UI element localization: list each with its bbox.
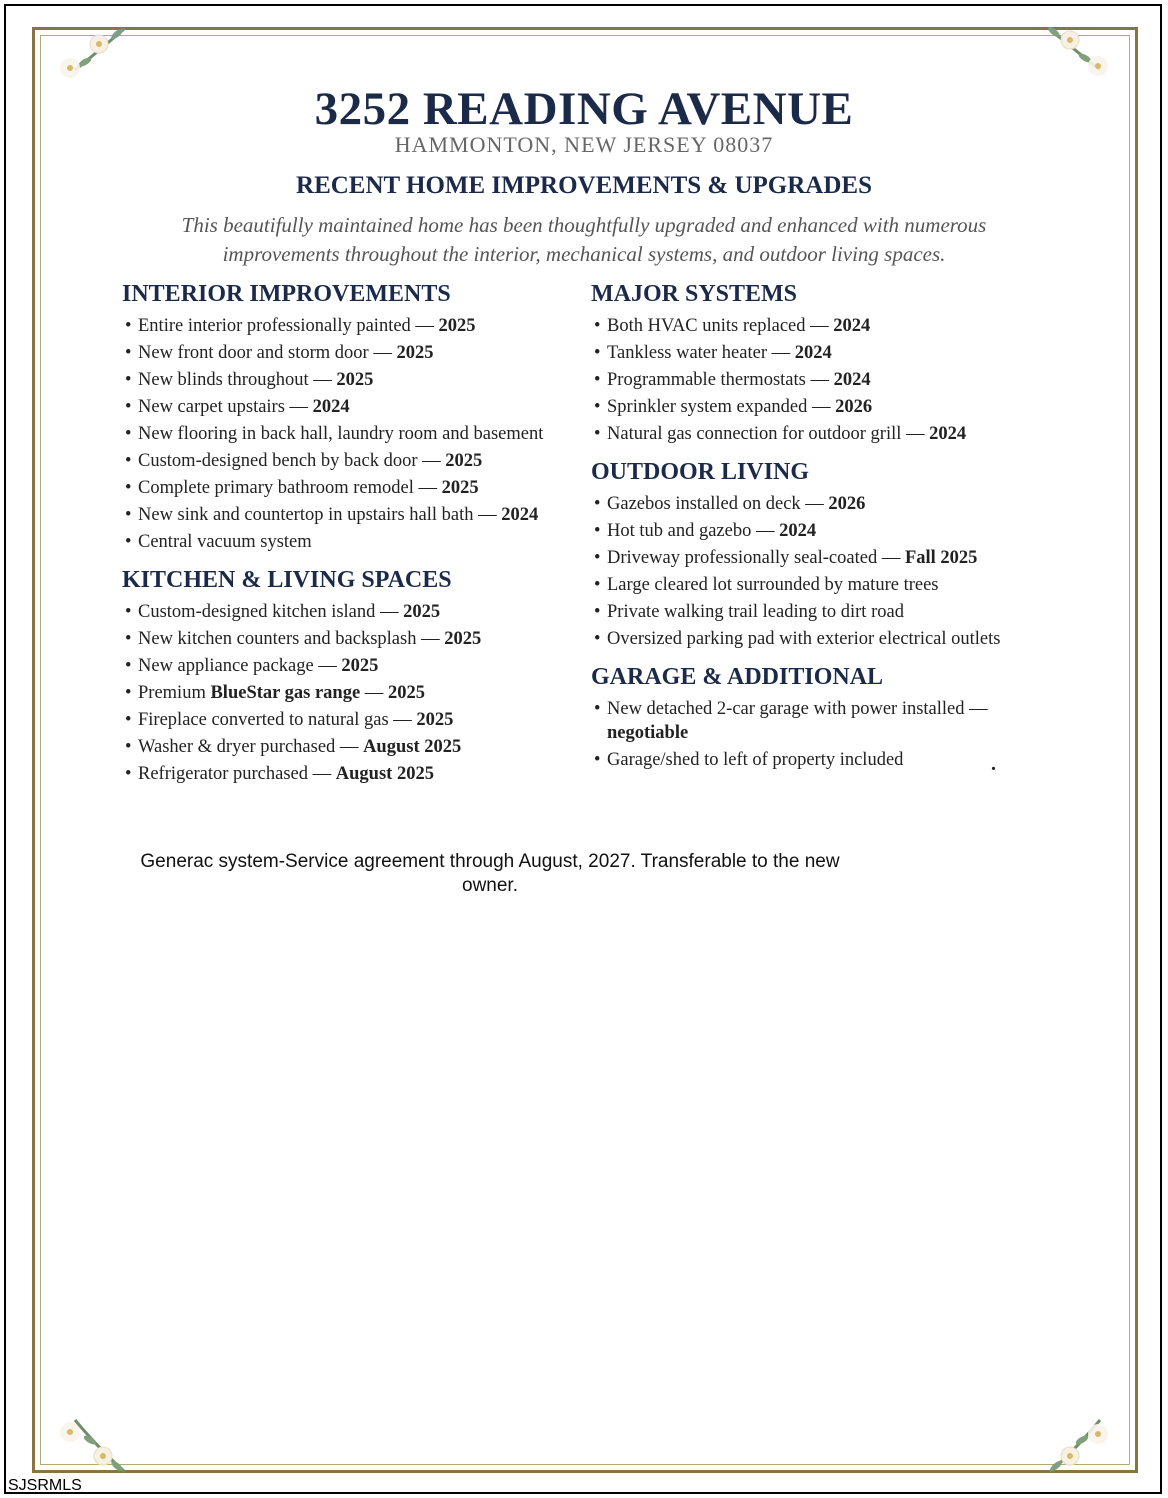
item-date: 2025 bbox=[336, 370, 374, 390]
bullet-icon: • bbox=[125, 656, 132, 676]
item-text: New appliance package — bbox=[138, 656, 342, 676]
bullet-icon: • bbox=[594, 750, 601, 770]
item-date: 2025 bbox=[438, 316, 476, 336]
item-date: 2025 bbox=[396, 343, 434, 363]
outdoor-section bbox=[591, 458, 1051, 651]
list-item bbox=[122, 422, 582, 446]
kitchen-title: KITCHEN & LIVING SPACES bbox=[122, 567, 452, 593]
list-item bbox=[591, 573, 1051, 597]
list-item bbox=[591, 697, 1051, 745]
item-text: New blinds throughout — bbox=[138, 370, 337, 390]
list-item bbox=[591, 748, 1051, 772]
item-text: Refrigerator purchased — bbox=[138, 764, 336, 784]
bullet-icon: • bbox=[125, 602, 132, 622]
item-text: Sprinkler system expanded — bbox=[607, 397, 836, 417]
item-date: 2024 bbox=[312, 397, 350, 417]
item-text: New kitchen counters and backsplash — bbox=[138, 629, 445, 649]
item-date: August 2025 bbox=[363, 737, 462, 757]
item-text: Garage/shed to left of property included bbox=[607, 750, 904, 770]
outdoor-list bbox=[591, 492, 1051, 651]
item-date: 2024 bbox=[833, 316, 871, 336]
item-date: 2024 bbox=[794, 343, 832, 363]
bullet-icon: • bbox=[594, 397, 601, 417]
bullet-icon: • bbox=[125, 737, 132, 757]
bullet-icon: • bbox=[125, 629, 132, 649]
item-text: Washer & dryer purchased — bbox=[138, 737, 364, 757]
list-item bbox=[122, 341, 582, 365]
item-text: Oversized parking pad with exterior electrical outlets bbox=[607, 629, 1001, 649]
item-date: Fall 2025 bbox=[904, 548, 978, 568]
bullet-icon: • bbox=[125, 424, 132, 444]
systems-section bbox=[591, 280, 1051, 446]
stray-dot: . bbox=[991, 753, 996, 775]
list-item bbox=[122, 449, 582, 473]
item-date: 2026 bbox=[828, 494, 866, 514]
list-item bbox=[122, 476, 582, 500]
item-text: Gazebos installed on deck — bbox=[607, 494, 829, 514]
outdoor-title: OUTDOOR LIVING bbox=[591, 459, 810, 485]
flower-ornament-icon bbox=[55, 1410, 135, 1480]
bullet-icon: • bbox=[594, 629, 601, 649]
section-heading: RECENT HOME IMPROVEMENTS & UPGRADES bbox=[296, 172, 872, 199]
item-date: August 2025 bbox=[335, 764, 434, 784]
item-text: Custom-designed bench by back door — bbox=[138, 451, 446, 471]
bullet-icon: • bbox=[125, 505, 132, 525]
item-date: 2026 bbox=[835, 397, 873, 417]
list-item bbox=[122, 395, 582, 419]
item-text: Central vacuum system bbox=[138, 532, 312, 552]
list-item bbox=[591, 519, 1051, 543]
flower-ornament-icon bbox=[1040, 1410, 1120, 1480]
item-date: 2024 bbox=[501, 505, 539, 525]
item-highlight: BlueStar gas range bbox=[210, 683, 361, 703]
bullet-icon: • bbox=[594, 424, 601, 444]
bullet-icon: • bbox=[594, 370, 601, 390]
interior-title: INTERIOR IMPROVEMENTS bbox=[122, 281, 451, 307]
list-item bbox=[122, 503, 582, 527]
intro-paragraph: This beautifully maintained home has been thoughtfully upgraded and enhanced with numerous improvements throughout the interior, mechanical systems, and outdoor living spaces. bbox=[181, 213, 987, 266]
bullet-icon: • bbox=[125, 451, 132, 471]
bullet-icon: • bbox=[125, 764, 132, 784]
generac-note: Generac system-Service agreement through August, 2027. Transferable to the new owner. bbox=[140, 851, 840, 896]
flower-ornament-icon bbox=[1040, 20, 1120, 90]
list-item bbox=[122, 368, 582, 392]
bullet-icon: • bbox=[125, 532, 132, 552]
item-text: New carpet upstairs — bbox=[138, 397, 313, 417]
item-text: Natural gas connection for outdoor grill — bbox=[607, 424, 930, 444]
list-item bbox=[122, 600, 582, 624]
item-text: Private walking trail leading to dirt road bbox=[607, 602, 904, 622]
kitchen-list bbox=[122, 600, 582, 786]
bullet-icon: • bbox=[125, 316, 132, 336]
list-item bbox=[591, 314, 1051, 338]
bullet-icon: • bbox=[594, 521, 601, 541]
interior-list bbox=[122, 314, 582, 554]
item-text: Entire interior professionally painted — bbox=[138, 316, 439, 336]
list-item bbox=[591, 546, 1051, 570]
item-text: Premium bbox=[138, 683, 211, 703]
list-item bbox=[591, 341, 1051, 365]
bullet-icon: • bbox=[594, 494, 601, 514]
item-date: 2025 bbox=[416, 710, 454, 730]
item-text: Fireplace converted to natural gas — bbox=[138, 710, 417, 730]
item-text: Large cleared lot surrounded by mature trees bbox=[607, 575, 939, 595]
item-date: 2024 bbox=[929, 424, 967, 444]
systems-title: MAJOR SYSTEMS bbox=[591, 281, 798, 307]
list-item bbox=[591, 422, 1051, 446]
address-subtitle: HAMMONTON, NEW JERSEY 08037 bbox=[394, 132, 774, 157]
bullet-icon: • bbox=[125, 397, 132, 417]
item-date: 2025 bbox=[441, 478, 479, 498]
item-text: Both HVAC units replaced — bbox=[607, 316, 834, 336]
item-text: Tankless water heater — bbox=[607, 343, 795, 363]
item-date: 2025 bbox=[444, 629, 482, 649]
interior-section bbox=[122, 280, 582, 554]
watermark: SJSRMLS bbox=[8, 1477, 82, 1494]
flower-ornament-icon bbox=[55, 20, 135, 90]
kitchen-section bbox=[122, 566, 582, 786]
list-item bbox=[591, 395, 1051, 419]
list-item bbox=[591, 492, 1051, 516]
item-text: New front door and storm door — bbox=[138, 343, 397, 363]
list-item bbox=[122, 762, 582, 786]
bullet-icon: • bbox=[125, 343, 132, 363]
list-item bbox=[122, 654, 582, 678]
garage-list bbox=[591, 697, 1051, 772]
item-text: Complete primary bathroom remodel — bbox=[138, 478, 442, 498]
list-item bbox=[122, 627, 582, 651]
item-date: 2025 bbox=[445, 451, 483, 471]
bullet-icon: • bbox=[594, 699, 601, 719]
list-item bbox=[591, 368, 1051, 392]
bullet-icon: • bbox=[594, 575, 601, 595]
item-date: 2025 bbox=[403, 602, 441, 622]
item-date: 2025 bbox=[387, 683, 425, 703]
item-text: Custom-designed kitchen island — bbox=[138, 602, 404, 622]
item-date: 2024 bbox=[779, 521, 817, 541]
bullet-icon: • bbox=[594, 316, 601, 336]
left-column bbox=[122, 280, 582, 789]
page-title: 3252 READING AVENUE bbox=[314, 83, 854, 135]
garage-section bbox=[591, 663, 1051, 772]
systems-list bbox=[591, 314, 1051, 446]
list-item bbox=[122, 735, 582, 759]
item-date: 2024 bbox=[833, 370, 871, 390]
bullet-icon: • bbox=[594, 602, 601, 622]
item-date: 2025 bbox=[341, 656, 379, 676]
list-item bbox=[122, 314, 582, 338]
right-column bbox=[591, 280, 1051, 775]
list-item bbox=[122, 708, 582, 732]
bullet-icon: • bbox=[594, 343, 601, 363]
item-text: New flooring in back hall, laundry room and basement bbox=[138, 424, 544, 444]
list-item bbox=[122, 681, 582, 705]
list-item bbox=[122, 530, 582, 554]
item-text: New detached 2-car garage with power installed — bbox=[607, 699, 988, 719]
item-text: Driveway professionally seal-coated — bbox=[607, 548, 905, 568]
item-text: Programmable thermostats — bbox=[607, 370, 834, 390]
bullet-icon: • bbox=[125, 478, 132, 498]
item-text: — bbox=[360, 683, 388, 703]
garage-title: GARAGE & ADDITIONAL bbox=[591, 664, 884, 690]
list-item bbox=[591, 627, 1051, 651]
bullet-icon: • bbox=[125, 683, 132, 703]
item-date: negotiable bbox=[607, 723, 689, 743]
item-text: Hot tub and gazebo — bbox=[607, 521, 780, 541]
bullet-icon: • bbox=[125, 710, 132, 730]
item-text: New sink and countertop in upstairs hall bath — bbox=[138, 505, 502, 525]
list-item bbox=[591, 600, 1051, 624]
bullet-icon: • bbox=[594, 548, 601, 568]
bullet-icon: • bbox=[125, 370, 132, 390]
